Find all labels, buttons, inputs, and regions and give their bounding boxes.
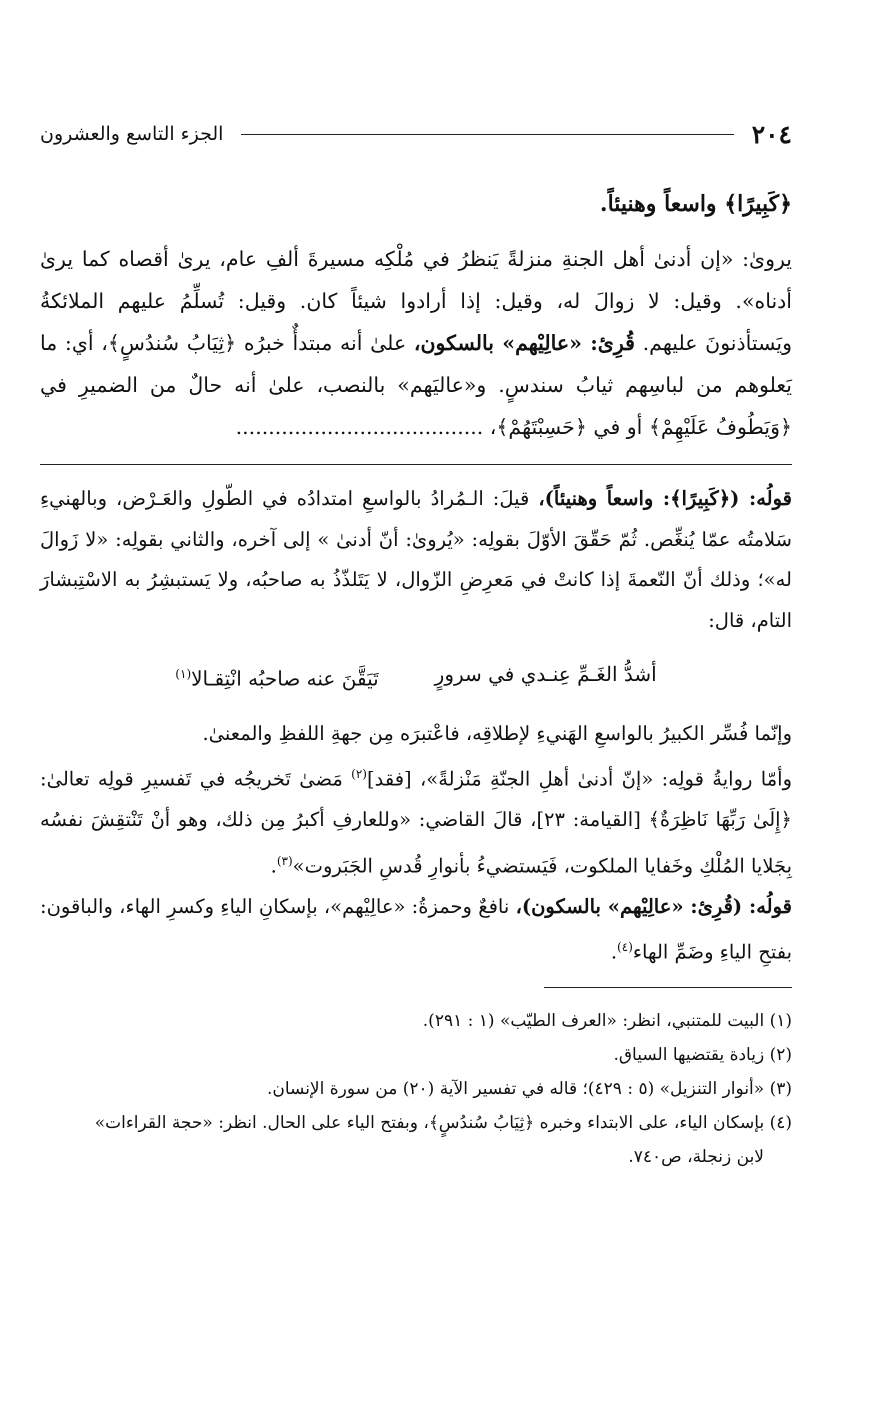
section-divider xyxy=(40,464,792,465)
footnote-2: (٢) زيادة يقتضيها السياق. xyxy=(613,1045,792,1066)
footnote-ref-3: (٣) xyxy=(276,853,293,868)
page-number: ٢٠٤ xyxy=(751,119,792,149)
main-text xyxy=(40,238,792,448)
commentary-label-4: قولُه: (قُرِئ: «عالِيْهم» بالسكون)، xyxy=(515,894,793,918)
main-text-part2: علىٰ أنه مبتدأٌ خبرُه ﴿ثِيَابُ سُندُسٍ﴾، أي: ما يَعلوهم من لباسِهم ثيابُ سندسٍ. و«عاليَهم» بالنصب، علىٰ أنه حالٌ من الضميرِ في ﴿وَيَطُوفُ عَلَيْهِمْ﴾ أو في ﴿حَسِبْتَهُمْ﴾، xyxy=(40,331,792,439)
qiraa-bold: قُرِئ: «عالِيْهم» بالسكون، xyxy=(413,331,635,355)
running-head: الجزء التاسع والعشرون xyxy=(40,123,224,145)
footnote-divider xyxy=(544,987,792,988)
footnote-1: (١) البيت للمتنبي، انظر: «العرف الطيّب» (١ : ٢٩١). xyxy=(422,1011,792,1032)
commentary-paragraph-2: وإنّما فُسِّر الكبيرُ بالواسعِ الهَنيءِ لإطلاقِه، فاعْتبرَه مِن جهةِ اللفظِ والمعنىٰ. xyxy=(202,721,792,745)
footnote-4: (٤) بإسكان الياء، على الابتداء وخبره ﴿ثِيَابُ سُندُسٍ﴾، وبفتح الياء على الحال. انظر: «حجة القراءات» xyxy=(94,1113,792,1134)
footnote-ref-1: (١) xyxy=(175,667,192,681)
footnote-3: (٣) «أنوار التنزيل» (٥ : ٤٢٩)؛ قاله في تفسير الآية (٢٠) من سورة الإنسان. xyxy=(266,1079,792,1100)
footnote-ref-2: (٢) xyxy=(351,767,367,782)
page-header xyxy=(40,110,792,158)
footnote-4-continuation: لابن زنجلة، ص٧٤٠. xyxy=(628,1147,764,1168)
verse-hemistich-right: أشدُّ الغَـمِّ عِنـدي في سرورٍ xyxy=(434,662,657,686)
commentary-paragraph-3: وأمّا روايةُ قولِه: «إنّ أدنىٰ أهلِ الجنّةِ مَنْزلةً»، [فقد]$^{(٢)}$ مَضىٰ تَخريجُه في تَفسيرِ قولِه تعالىٰ: ﴿إِلَىٰ رَبِّهَا نَاظِرَةٌ﴾ [القيامة: ٢٣]، قالَ القاضي: «وللعارفِ أكبرُ مِن ذلك، وهو أنْ تَنْتقِشَ نفسُه بِجَلايا المُلْكِ وخَفايا الملكوت، فَيَستضيءُ بأنوارِ قُدسِ الجَبَروت»$^{(٣)}$. xyxy=(40,767,792,878)
ellipsis-dots: ...................................... xyxy=(235,415,484,439)
commentary-paragraph-1 xyxy=(40,479,792,641)
main-text-part1: يروىٰ: «إن أدنىٰ أهل الجنةِ منزلةً يَنظرُ في مُلْكِه مسيرةَ ألفِ عام، يرىٰ أقصاه كما يرىٰ أدناه». وقيل: لا زوالَ له، وقيل: إذا أرادوا شيئاً كان. وقيل: تُسلِّمُ عليهم الملائكةُ ويَستأذنونَ عليهم. xyxy=(40,247,792,355)
commentary xyxy=(40,479,792,973)
commentary-paragraph-4: قولُه: (قُرِئ: «عالِيْهم» بالسكون)، نافعٌ وحمزةُ: «عالِيْهم»، بإسكانِ الياءِ وكسرِ الهاء، والباقون: بفتحِ الياءِ وضَمِّ الهاء$^{(٤)}$. xyxy=(40,894,793,964)
lead-heading: ﴿كَبِيرًا﴾ واسعاً وهنيئاً. xyxy=(599,191,792,217)
header-rule xyxy=(241,134,733,135)
commentary-text-1: قيلَ: الـمُرادُ بالواسعِ امتدادُه في الطّولِ والعَـرْض، وبالهنيءِ سَلامتُه عمّا يُنغِّص. ثُمّ حَقّقَ الأوّلَ بقولِه: «يُروىٰ: أنّ أدنىٰ » إلى آخره، والثاني بقولِه: «لا زَوالَ له»؛ وذلك أنّ النّعمةَ إذا كانتْ في مَعرِضِ الزّوال، لا يَتَلذّذُ به صاحبُه، ولا يَستبشِرُ به الاسْتِبشارَ التام، قال: xyxy=(40,487,792,632)
poetry-verse xyxy=(40,653,792,700)
commentary-label-1: قولُه: (﴿كَبِيرًا﴾: واسعاً وهنيئاً)، xyxy=(538,487,792,510)
book-page xyxy=(40,110,792,1174)
verse-hemistich-left: تَيَقَّنَ عنه صاحبُه انْتِقـالا$^{(١)}$ xyxy=(175,666,379,691)
footnotes xyxy=(40,1004,792,1174)
footnote-ref-4: (٤) xyxy=(617,940,633,955)
